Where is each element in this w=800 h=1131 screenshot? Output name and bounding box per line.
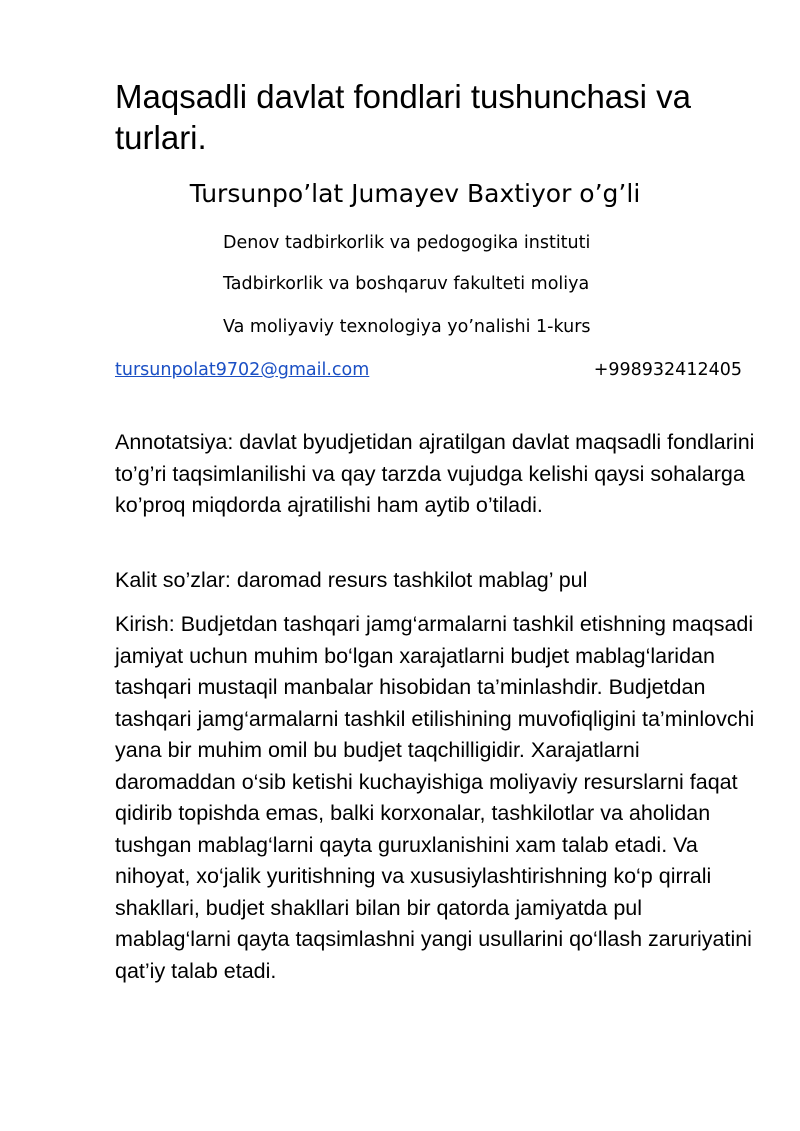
document-title: Maqsadli davlat fondlari tushunchasi va turlari. [115, 78, 692, 156]
email-link[interactable]: tursunpolat9702@gmail.com [115, 360, 370, 380]
affiliation-line-1: Denov tadbirkorlik va pedogogika instituti [223, 233, 591, 253]
annotation-paragraph: Annotatsiya: davlat byudjetidan ajratilgan davlat maqsadli fondlarini to’g’ri taqsimlanilishi va qay tarzda vujudga kelishi qaysi sohalarga ko’proq miqdorda ajratilishi ham aytib o’tiladi. [115, 430, 755, 517]
affiliation-line-2: Tadbirkorlik va boshqaruv fakulteti moliya [223, 274, 590, 294]
affiliation-line-3: Va moliyaviy texnologiya yo’nalishi 1-kurs [223, 317, 591, 337]
introduction-paragraph: Kirish: Budjetdan tashqari jamg‘armalarni tashkil etishning maqsadi jamiyat uchun muhim bo‘lgan xarajatlarni budjet mablag‘laridan tashqari mustaqil manbalar hisobidan ta’minlashdir. Budjetdan tashqari jamg‘armalarni tashkil etilishining muvofiqligini ta’minlovchi yana bir muhim omil bu budjet taqchilligidir. Xarajatlarni daromaddan o‘sib ketishi kuchayishiga moliyaviy resurslarni faqat qidirib topishda emas, balki korxonalar, tashkilotlar va aholidan tushgan mablag‘larni qayta guruxlanishini xam talab etadi. Va nihoyat, xo‘jalik yuritishning va xususiylashtirishning ko‘p qirrali shakllari, budjet shakllari bilan bir qatorda jamiyatda pul mablag‘larni qayta taqsimlashni yangi usullarini qo‘llash zaruriyatini qat’iy talab etadi. [115, 612, 755, 983]
phone-number: +998932412405 [593, 360, 742, 380]
keywords-paragraph: Kalit so’zlar: daromad resurs tashkilot mablag’ pul [115, 568, 588, 592]
author-name: Tursunpo’lat Jumayev Baxtiyor o’g’li [189, 179, 641, 208]
